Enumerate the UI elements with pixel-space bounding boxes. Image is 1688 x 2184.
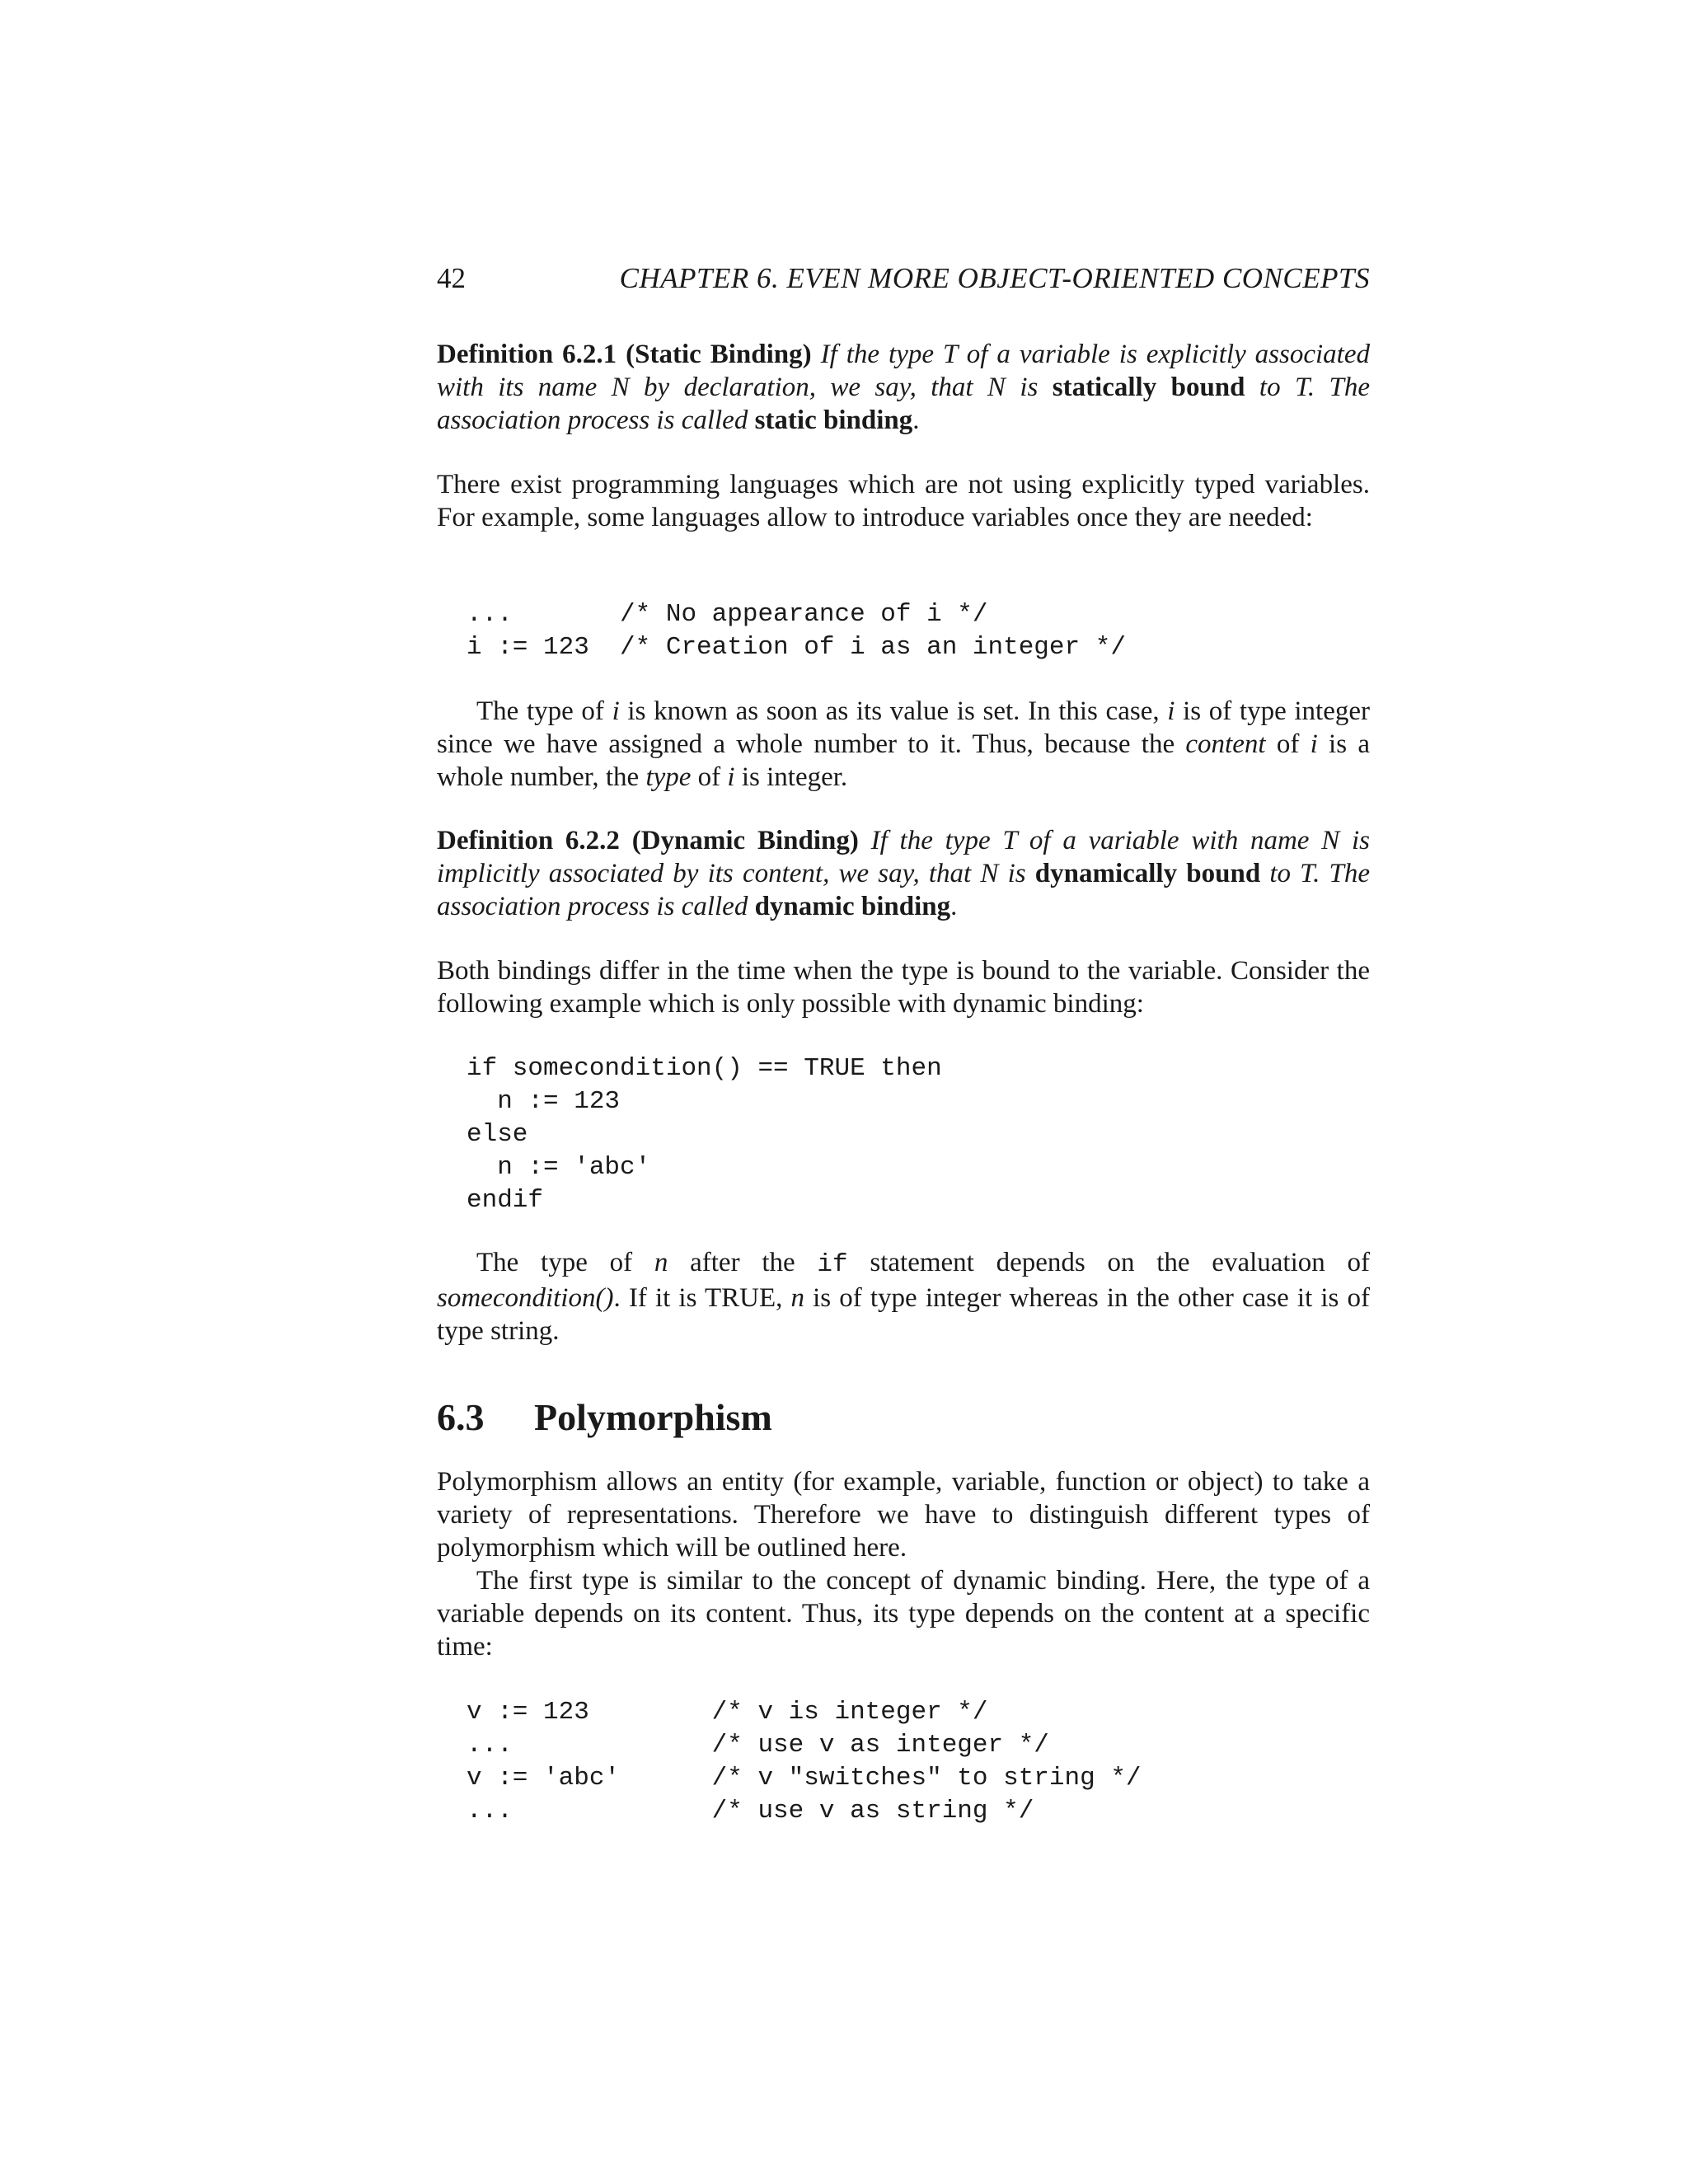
definition-text: to T. The association process is called — [437, 373, 1370, 435]
definition-lead: Definition 6.2.2 (Dynamic Binding) — [437, 826, 859, 855]
term-statically-bound: statically bound — [1052, 373, 1245, 402]
section-title: Polymorphism — [534, 1396, 772, 1438]
inline-code-if: if — [817, 1250, 848, 1279]
paragraph-text: There exist programming languages which are not using explicitly typed variables. For example, some languages allow to introduce variables once they are needed: — [437, 470, 1370, 532]
definition-text: If the type T of a variable with name N is implicitly associated by its content, we say, that N is — [437, 826, 1370, 888]
definition-text: . — [950, 892, 958, 921]
paragraph-explicit-typing — [437, 468, 1370, 534]
code-block-implicit-declaration: ... /* No appearance of i */ i := 123 /* Creation of i as an integer */ — [467, 600, 1126, 662]
term-dynamically-bound: dynamically bound — [1034, 859, 1261, 888]
paragraph-type-of-i: The type of i is known as soon as its value is set. In this case, i is of type integer since we have assigned a whole number to it. Thus, because the content of i is a whole number, the type of i is integer. — [437, 696, 1371, 792]
paragraph-text: Polymorphism allows an entity (for example, variable, function or object) to take a variety of representations. Therefore we have to distinguish different types of polymorphism which will be outlined here. — [437, 1467, 1370, 1563]
code-block-polymorphism: v := 123 /* v is integer */ ... /* use v as integer */ v := 'abc' /* v "switches" to string */ ... /* use v as string */ — [467, 1698, 1142, 1825]
running-header — [437, 258, 1370, 299]
section-number: 6.3 — [437, 1396, 485, 1438]
definition-lead: Definition 6.2.1 (Static Binding) — [437, 340, 812, 369]
running-title: CHAPTER 6. EVEN MORE OBJECT-ORIENTED CONCEPTS — [619, 262, 1370, 294]
paragraph-text: Both bindings differ in the time when the type is bound to the variable. Consider the following example which is only possible with dynamic binding: — [437, 956, 1370, 1019]
code-block-dynamic-binding: if somecondition() == TRUE then n := 123 else n := 'abc' endif — [467, 1054, 942, 1215]
paragraph-text: The first type is similar to the concept of dynamic binding. Here, the type of a variable depends on its content. Thus, its type depends on the content at a specific time: — [437, 1566, 1370, 1661]
definition-static-binding — [437, 338, 1370, 437]
definition-text: If the type T of a variable is explicitly associated with its name N by declaration, we say, that N is — [437, 340, 1371, 402]
page-number: 42 — [437, 262, 466, 294]
term-dynamic-binding: dynamic binding — [754, 892, 951, 921]
paragraph-type-of-n: The type of n after the if statement depends on the evaluation of somecondition(). If it is TRUE, n is of type integer whereas in the other case it is of type string. — [437, 1248, 1371, 1346]
definition-dynamic-binding — [437, 824, 1370, 923]
paragraph-polymorphism-intro — [437, 1465, 1370, 1663]
definition-text: . — [912, 405, 920, 435]
section-heading — [437, 1393, 772, 1442]
term-static-binding: static binding — [754, 405, 913, 435]
paragraph-bindings-differ — [437, 954, 1370, 1020]
definition-text: to T. The association process is called — [437, 859, 1371, 921]
